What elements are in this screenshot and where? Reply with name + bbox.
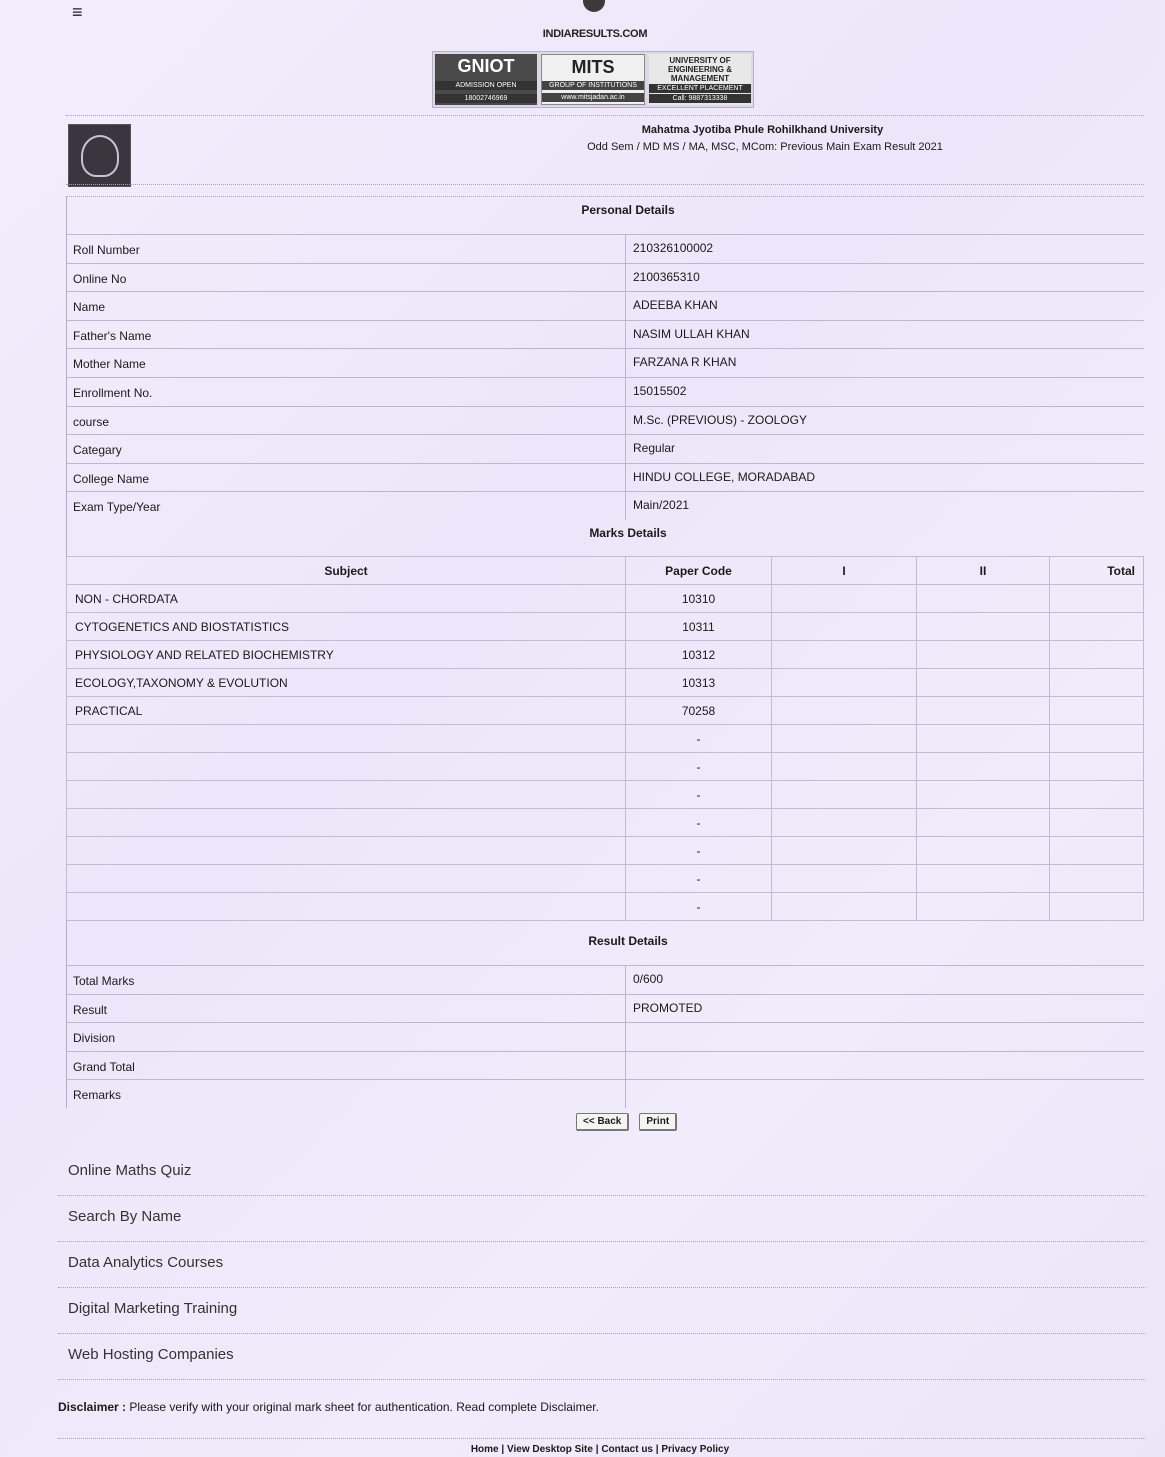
column-divider bbox=[625, 349, 626, 377]
ad-phone: Call: 9887313338 bbox=[649, 94, 751, 103]
total-header: Total bbox=[1050, 557, 1144, 585]
subject-cell bbox=[67, 837, 626, 865]
subject-cell: CYTOGENETICS AND BIOSTATISTICS bbox=[67, 613, 626, 641]
subject-cell: PHYSIOLOGY AND RELATED BIOCHEMISTRY bbox=[67, 641, 626, 669]
detail-label: College Name bbox=[73, 471, 150, 486]
marks-row bbox=[67, 837, 1144, 865]
paper-code-cell: - bbox=[626, 809, 772, 837]
column-divider bbox=[625, 264, 626, 292]
ad-title: MITS bbox=[571, 57, 615, 77]
total-cell bbox=[1050, 781, 1144, 809]
total-cell bbox=[1050, 809, 1144, 837]
marks-row bbox=[67, 585, 1144, 613]
detail-label: course bbox=[73, 414, 110, 429]
detail-label: Categary bbox=[73, 443, 122, 458]
detail-label: Result bbox=[73, 1002, 108, 1017]
column-divider bbox=[625, 435, 626, 463]
divider bbox=[66, 115, 1144, 116]
subject-cell: PRACTICAL bbox=[67, 697, 626, 725]
part-i-cell bbox=[772, 809, 917, 837]
detail-row bbox=[66, 1079, 1144, 1108]
detail-value: Main/2021 bbox=[633, 498, 690, 513]
total-cell bbox=[1050, 837, 1144, 865]
marks-row bbox=[67, 697, 1144, 725]
paper-code-cell: - bbox=[626, 781, 772, 809]
ad-title: GNIOT bbox=[457, 56, 515, 76]
ad-subtitle: EXCELLENT PLACEMENT bbox=[649, 84, 751, 93]
total-cell bbox=[1050, 697, 1144, 725]
part-i-header: I bbox=[772, 557, 917, 585]
ad-banner-strip bbox=[432, 51, 754, 108]
emblem-icon bbox=[81, 135, 119, 177]
detail-value: HINDU COLLEGE, MORADABAD bbox=[633, 469, 816, 484]
link-web-hosting-companies[interactable]: Web Hosting Companies bbox=[58, 1334, 1146, 1380]
column-divider bbox=[625, 1023, 626, 1051]
detail-label: Father's Name bbox=[73, 328, 152, 343]
column-divider bbox=[625, 235, 626, 263]
ad-phone: www.mitsjadan.ac.in bbox=[542, 93, 644, 102]
column-divider bbox=[625, 966, 626, 994]
detail-row bbox=[66, 263, 1144, 292]
detail-row bbox=[66, 994, 1144, 1023]
marks-row bbox=[67, 781, 1144, 809]
marks-row bbox=[67, 865, 1144, 893]
subject-cell bbox=[67, 865, 626, 893]
hamburger-menu-icon[interactable]: ≡ bbox=[72, 2, 83, 22]
disclaimer-label: Disclaimer : bbox=[58, 1400, 127, 1414]
detail-row bbox=[66, 491, 1144, 520]
part-ii-cell bbox=[917, 893, 1050, 921]
link-digital-marketing-training[interactable]: Digital Marketing Training bbox=[58, 1288, 1146, 1334]
detail-label: Remarks bbox=[73, 1088, 122, 1103]
divider bbox=[66, 196, 1144, 197]
detail-value: ADEEBA KHAN bbox=[633, 298, 718, 313]
part-ii-cell bbox=[917, 669, 1050, 697]
site-logo-icon bbox=[583, 0, 605, 12]
university-name: Mahatma Jyotiba Phule Rohilkhand University bbox=[641, 124, 884, 136]
detail-label: Enrollment No. bbox=[73, 386, 153, 400]
part-i-cell bbox=[772, 837, 917, 865]
personal-details-title: Personal Details bbox=[581, 203, 675, 217]
part-ii-cell bbox=[917, 697, 1050, 725]
subject-cell bbox=[67, 753, 626, 781]
part-ii-header: II bbox=[917, 557, 1050, 585]
detail-value: 15015502 bbox=[633, 384, 687, 398]
site-name[interactable]: INDIARESULTS.COM bbox=[542, 28, 648, 40]
detail-row bbox=[66, 965, 1144, 994]
print-button[interactable]: Print bbox=[639, 1113, 677, 1131]
divider bbox=[58, 1438, 1146, 1439]
back-button[interactable]: << Back bbox=[576, 1113, 629, 1131]
total-cell bbox=[1050, 585, 1144, 613]
footer-desktop-link[interactable]: View Desktop Site bbox=[506, 1444, 593, 1455]
marks-details-title: Marks Details bbox=[589, 526, 667, 540]
detail-row bbox=[66, 463, 1144, 492]
marks-table bbox=[66, 556, 1144, 921]
total-cell bbox=[1050, 669, 1144, 697]
detail-label: Roll Number bbox=[73, 243, 140, 257]
detail-label: Name bbox=[73, 300, 106, 315]
paper-code-cell: 10312 bbox=[626, 641, 772, 669]
disclaimer bbox=[58, 1400, 599, 1414]
detail-row bbox=[66, 234, 1144, 263]
detail-value: PROMOTED bbox=[633, 1000, 703, 1015]
total-cell bbox=[1050, 725, 1144, 753]
result-details-title: Result Details bbox=[588, 934, 668, 948]
subject-cell bbox=[67, 809, 626, 837]
paper-code-cell: - bbox=[626, 753, 772, 781]
detail-label: Grand Total bbox=[73, 1059, 135, 1074]
detail-row bbox=[66, 320, 1144, 349]
footer: Home | View Desktop Site | Contact us | Privacy Policy bbox=[470, 1444, 730, 1455]
detail-label: Total Marks bbox=[73, 974, 135, 988]
part-ii-cell bbox=[917, 809, 1050, 837]
subject-cell: NON - CHORDATA bbox=[67, 585, 626, 613]
detail-value: 2100365310 bbox=[633, 269, 700, 284]
column-divider bbox=[625, 1052, 626, 1080]
marks-row bbox=[67, 809, 1144, 837]
paper-code-cell: 10311 bbox=[626, 613, 772, 641]
detail-label: Division bbox=[73, 1031, 116, 1046]
detail-label: Mother Name bbox=[73, 357, 146, 372]
column-divider bbox=[625, 995, 626, 1023]
total-cell bbox=[1050, 753, 1144, 781]
link-search-by-name[interactable]: Search By Name bbox=[58, 1196, 1146, 1242]
ad-gniot[interactable] bbox=[435, 54, 537, 105]
part-i-cell bbox=[772, 781, 917, 809]
ad-phone: 18002746969 bbox=[435, 94, 537, 103]
detail-row bbox=[66, 348, 1144, 377]
total-cell bbox=[1050, 893, 1144, 921]
ad-uem[interactable] bbox=[649, 54, 751, 105]
university-logo bbox=[68, 124, 131, 187]
part-ii-cell bbox=[917, 837, 1050, 865]
part-ii-cell bbox=[917, 781, 1050, 809]
detail-label: Exam Type/Year bbox=[73, 500, 161, 515]
part-i-cell bbox=[772, 585, 917, 613]
detail-row bbox=[66, 1051, 1144, 1080]
column-divider bbox=[625, 492, 626, 520]
part-i-cell bbox=[772, 697, 917, 725]
marks-row bbox=[67, 669, 1144, 697]
subject-cell: ECOLOGY,TAXONOMY & EVOLUTION bbox=[67, 669, 626, 697]
part-i-cell bbox=[772, 669, 917, 697]
part-i-cell bbox=[772, 753, 917, 781]
paper-code-cell: - bbox=[626, 725, 772, 753]
ad-title: UNIVERSITY OF ENGINEERING & MANAGEMENT bbox=[667, 56, 732, 83]
part-i-cell bbox=[772, 613, 917, 641]
paper-code-cell: 70258 bbox=[626, 697, 772, 725]
detail-value: FARZANA R KHAN bbox=[633, 355, 737, 370]
paper-code-header: Paper Code bbox=[626, 557, 772, 585]
part-ii-cell bbox=[917, 585, 1050, 613]
exam-title: Odd Sem / MD MS / MA, MSC, MCom: Previous Main Exam Result 2021 bbox=[587, 141, 943, 153]
paper-code-cell: - bbox=[626, 893, 772, 921]
column-divider bbox=[625, 1080, 626, 1108]
paper-code-cell: - bbox=[626, 865, 772, 893]
total-cell bbox=[1050, 641, 1144, 669]
related-links bbox=[58, 1150, 1146, 1380]
part-ii-cell bbox=[917, 725, 1050, 753]
marks-row bbox=[67, 725, 1144, 753]
column-divider bbox=[625, 464, 626, 492]
detail-value: 0/600 bbox=[633, 972, 664, 986]
detail-row bbox=[66, 377, 1144, 406]
detail-row bbox=[66, 291, 1144, 320]
detail-value: M.Sc. (PREVIOUS) - ZOOLOGY bbox=[633, 412, 808, 427]
ad-mits[interactable] bbox=[541, 54, 645, 105]
paper-code-cell: 10310 bbox=[626, 585, 772, 613]
marks-header-row bbox=[67, 557, 1144, 585]
disclaimer-text[interactable]: Please verify with your original mark sheet for authentication. Read complete Disclaimer. bbox=[126, 1400, 599, 1414]
ad-subtitle: GROUP OF INSTITUTIONS bbox=[542, 81, 644, 90]
detail-label: Online No bbox=[73, 271, 127, 286]
detail-value: 210326100002 bbox=[633, 241, 714, 255]
footer-home-link[interactable]: Home bbox=[470, 1444, 499, 1455]
subject-cell bbox=[67, 893, 626, 921]
paper-code-cell: 10313 bbox=[626, 669, 772, 697]
subject-header: Subject bbox=[67, 557, 626, 585]
ad-subtitle: ADMISSION OPEN bbox=[435, 81, 537, 90]
action-buttons bbox=[576, 1113, 677, 1131]
part-ii-cell bbox=[917, 753, 1050, 781]
detail-row bbox=[66, 434, 1144, 463]
marks-row bbox=[67, 893, 1144, 921]
part-i-cell bbox=[772, 641, 917, 669]
detail-row bbox=[66, 406, 1144, 435]
divider bbox=[66, 184, 1144, 185]
detail-row bbox=[66, 1022, 1144, 1051]
subject-cell bbox=[67, 781, 626, 809]
detail-value: Regular bbox=[633, 441, 676, 456]
subject-cell bbox=[67, 725, 626, 753]
marks-row bbox=[67, 613, 1144, 641]
part-ii-cell bbox=[917, 641, 1050, 669]
part-ii-cell bbox=[917, 613, 1050, 641]
part-ii-cell bbox=[917, 865, 1050, 893]
paper-code-cell: - bbox=[626, 837, 772, 865]
part-i-cell bbox=[772, 893, 917, 921]
link-online-maths-quiz[interactable]: Online Maths Quiz bbox=[58, 1150, 1146, 1196]
footer-contact-link[interactable]: Contact us bbox=[601, 1444, 653, 1455]
footer-privacy-link[interactable]: Privacy Policy bbox=[661, 1444, 730, 1455]
part-i-cell bbox=[772, 725, 917, 753]
column-divider bbox=[625, 321, 626, 349]
column-divider bbox=[625, 378, 626, 406]
link-data-analytics-courses[interactable]: Data Analytics Courses bbox=[58, 1242, 1146, 1288]
total-cell bbox=[1050, 865, 1144, 893]
column-divider bbox=[625, 407, 626, 435]
detail-value: NASIM ULLAH KHAN bbox=[633, 326, 750, 341]
column-divider bbox=[625, 292, 626, 320]
total-cell bbox=[1050, 613, 1144, 641]
marks-row bbox=[67, 753, 1144, 781]
part-i-cell bbox=[772, 865, 917, 893]
marks-row bbox=[67, 641, 1144, 669]
